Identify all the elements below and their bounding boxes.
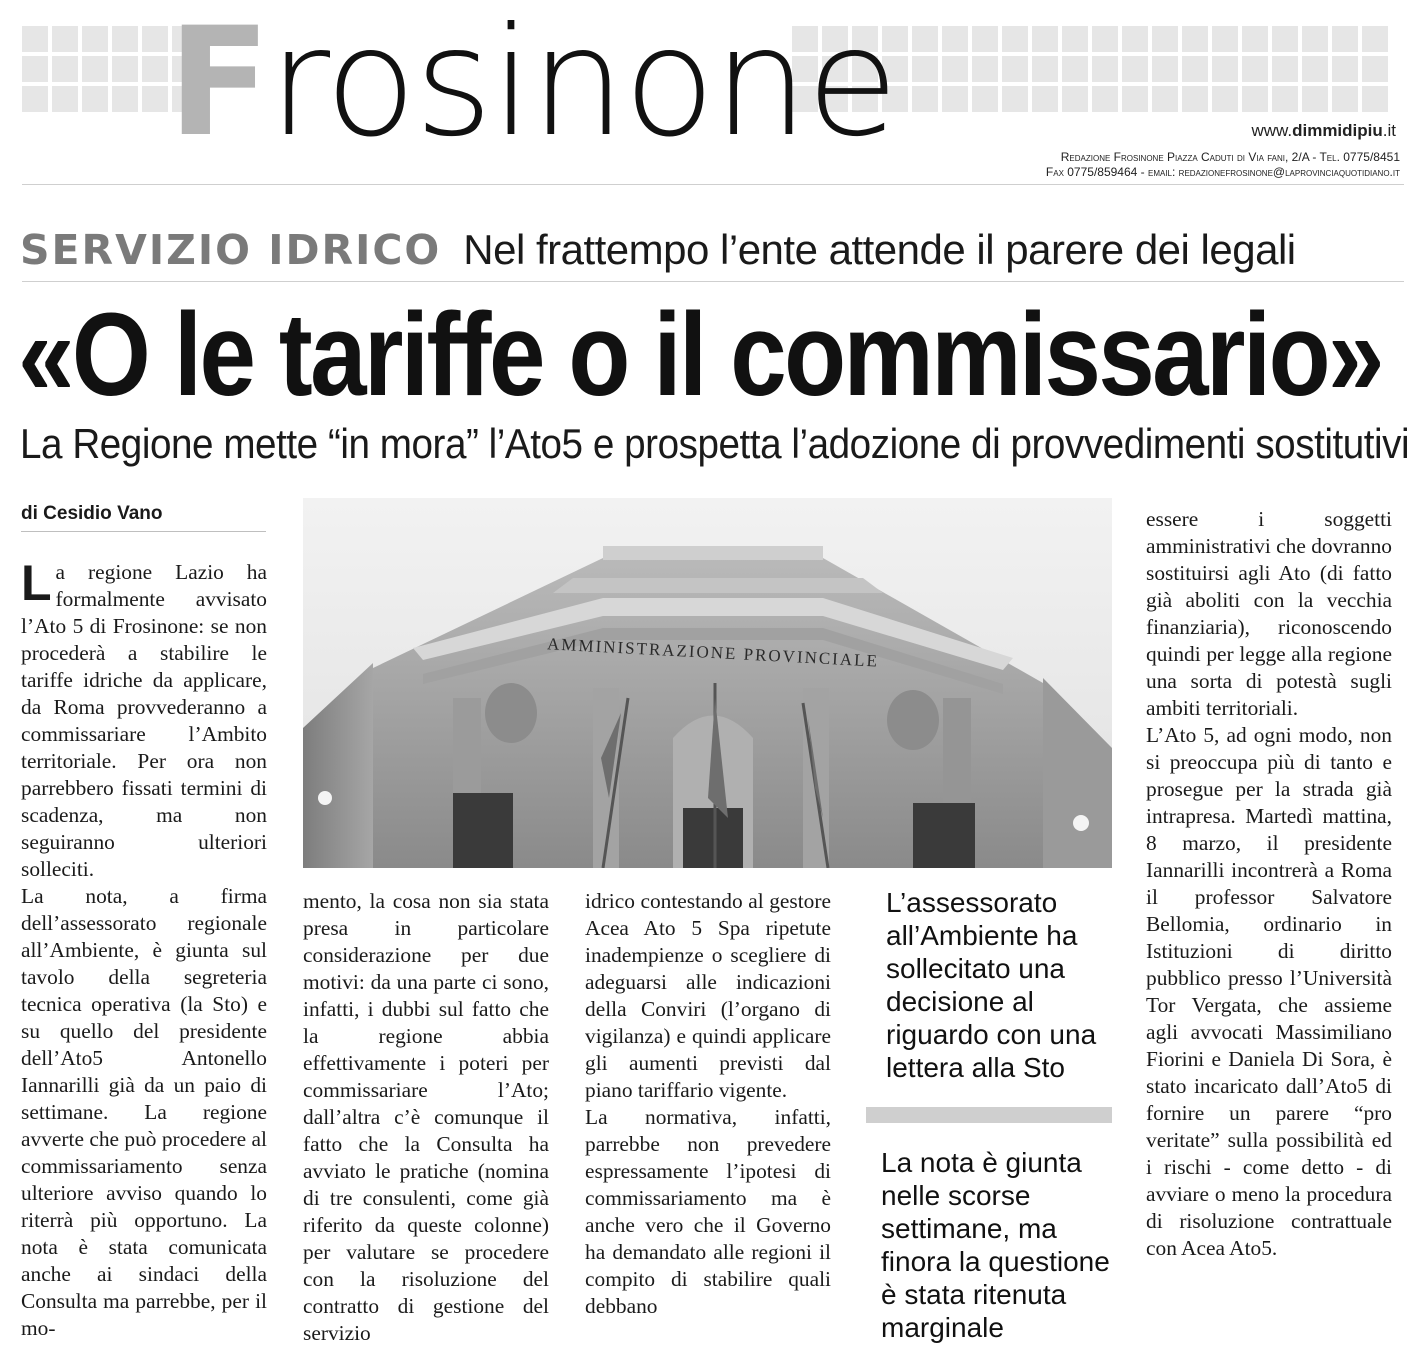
site-url-suffix: .it [1382, 121, 1396, 140]
kicker-divider [22, 281, 1404, 282]
site-url-name: dimmidipiu [1292, 121, 1383, 140]
article-column-1 [21, 555, 267, 1342]
headline: «O le tariffe o il commissario» [18, 289, 1382, 421]
drop-cap: L [21, 555, 52, 611]
site-url-prefix: www. [1251, 121, 1293, 140]
article-paragraph [21, 555, 267, 883]
pull-quote-1: L’assessorato all’Ambiente ha sollecitato una decisione al riguardo con una lettera alla Sto [886, 887, 1097, 1083]
masthead-contact [1046, 150, 1400, 180]
byline: di Cesidio Vano [21, 503, 266, 532]
section-kicker: SERVIZIO IDRICO [20, 226, 442, 274]
article-column-3 [585, 888, 831, 1320]
kicker-subheading: Nel frattempo l’ente attende il parere dei legali [463, 226, 1296, 273]
masthead-title-initial: F [168, 0, 269, 170]
article-paragraph: La nota, a firma dell’assessorato regionale all’Ambiente, è giunta sul tavolo della segreteria tecnica operativa (la Sto) e su quello del presidente dell’Ato5 Antonello Iannarilli già da un paio di settimane. La regione avverte che può procedere al commissariamento senza ulteriore avviso quando lo riterrà più opportuno. La nota è stata comunicata anche ai sindaci della Consulta ma parrebbe, per il mo- [21, 884, 267, 1340]
masthead-title [168, 0, 897, 170]
pull-quote-2: La nota è giunta nelle scorse settimane, ma finora la questione è stata ritenuta marginale [881, 1147, 1110, 1343]
article-paragraph: idrico contestando al gestore Acea Ato 5 Spa ripetute inadempienze o scegliere di adeguarsi alle indicazioni della Conviri (l’organo di vigilanza) e quindi applicare gli aumenti previsti dal piano tariffario vigente. [585, 889, 831, 1102]
article-column-5 [1146, 506, 1392, 1262]
article-paragraph: L’Ato 5, ad ogni modo, non si preoccupa più di tanto e prosegue per la strada già intrapresa. Martedì mattina, 8 marzo, il presidente Iannarilli incontrerà a Roma il professor Salvatore Bellomia, ordinario in Istituzioni di diritto pubblico presso l’Università Tor Vergata, che assieme agli avvocati Massimiliano Fiorini e Daniela Di Sora, è stato incaricato dall’Ato5 di fornire un parere “pro veritate” sulla possibilità ed i rischi - come detto - di avviare o meno la procedura di risoluzione contrattuale con Acea Ato5. [1146, 723, 1392, 1260]
masthead-divider [22, 184, 1404, 185]
contact-fax-email: Fax 0775/859464 - email: redazionefrosinone@laprovinciaquotidiano.it [1045, 165, 1400, 179]
contact-address: Redazione Frosinone Piazza Caduti di Via fani, 2/A - Tel. 0775/8451 [1060, 150, 1400, 164]
subheadline: La Regione mette “in mora” l’Ato5 e prospetta l’adozione di provvedimenti sostitutivi [20, 420, 1410, 467]
building-photo [303, 498, 1112, 868]
photo-inscription: AMMINISTRAZIONE PROVINCIALE [546, 634, 880, 671]
masthead-title-rest: rosinone [268, 0, 897, 170]
site-url[interactable] [1251, 121, 1396, 141]
article-paragraph: mento, la cosa non sia stata presa in particolare considerazione per due motivi: da una parte ci sono, infatti, i dubbi sul fatto che la regione abbia effettivamente i poteri per commissariare l’Ato; dall’altra c’è comunque il fatto che la Consulta ha avviato le pratiche (nomina di tre consulenti, come già riferito da queste colonne) per valutare se procedere con la risoluzione del contratto di gestione del servizio [303, 889, 549, 1345]
article-column-2 [303, 888, 549, 1347]
pull-quote-divider [866, 1107, 1112, 1123]
article-paragraph: La normativa, infatti, parrebbe non prevedere espressamente l’ipotesi di commissariamento ma è anche vero che il Governo ha demandato alle regioni il compito di stabilire quali debbano [585, 1105, 831, 1318]
article-paragraph: essere i soggetti amministrativi che dovranno sostituirsi agli Ato (di fatto già aboliti con la vecchia finanziaria), riconoscendo quindi per legge alla regione una sorta di potestà sugli ambiti territoriali. [1146, 507, 1392, 720]
paragraph-text: a regione Lazio ha formalmente avvisato l’Ato 5 di Frosinone: se non procederà a stabilire le tariffe idriche da applicare, da Roma provvederanno a commissariare l’Ambito territoriale. Per ora non parrebbero fissati termini di scadenza, ma non seguiranno ulteriori solleciti. [21, 560, 267, 881]
kicker-row [20, 226, 1390, 274]
